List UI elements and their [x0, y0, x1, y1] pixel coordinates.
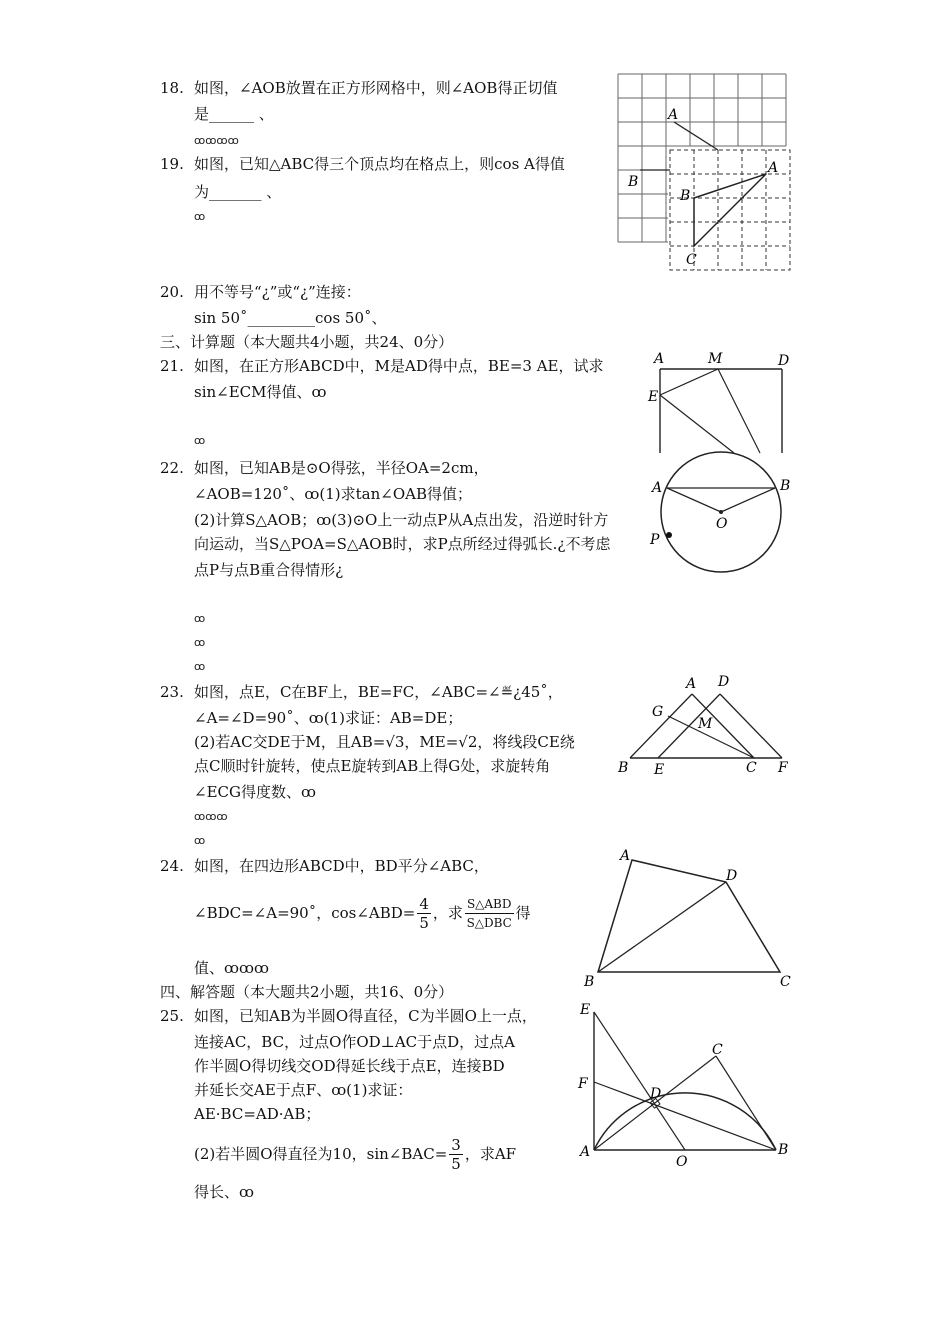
q24 — [160, 854, 489, 878]
grid-label-A1: A — [668, 107, 679, 123]
tri-label-M: M — [698, 716, 713, 732]
circ-label-B: B — [780, 478, 791, 494]
q22 — [160, 456, 489, 480]
quad-figure — [578, 846, 796, 992]
q23-number: 23. — [160, 683, 184, 701]
q24-area-den: S△DBC — [466, 915, 512, 930]
q23-line1: 如图，点E，C在BF上，BE=FC，∠ABC=∠≝¿45˚， — [194, 683, 563, 701]
quad-label-B: B — [584, 974, 595, 990]
q21-line2: sin∠ECM得值、ꝏ — [194, 383, 327, 401]
circle-figure — [640, 448, 800, 578]
square-figure — [640, 345, 800, 455]
q22-line3: (2)计算S△AOB；ꝏ(3)⊙O上一动点P从A点出发，沿逆时针方 — [194, 511, 609, 529]
sq-label-D: D — [778, 353, 790, 369]
q25-line3: 作半圆O得切线交OD得延长线于点E，连接BD — [194, 1057, 505, 1075]
q25-line2: 连接AC，BC，过点O作OD⊥AC于点D，过点A — [194, 1033, 515, 1051]
q25-number: 25. — [160, 1007, 184, 1025]
q25-line6b: ，求AF — [464, 1145, 517, 1163]
q23-line4: 点C顺时针旋转，使点E旋转到AB上得G处，求旋转角 — [194, 757, 551, 775]
circ-label-P: P — [650, 532, 660, 548]
q24-line1: 如图，在四边形ABCD中，BD平分∠ABC， — [194, 857, 489, 875]
q23-line3: (2)若AC交DE于M，且AB=√3，ME=√2，将线段CE绕 — [194, 733, 575, 751]
tri-label-E: E — [654, 762, 665, 778]
q20-line2: sin 50˚_________cos 50˚、 — [194, 309, 387, 327]
q19-line1: 如图，已知△ABC得三个顶点均在格点上，则cos A得值 — [194, 155, 565, 173]
tri-label-A: A — [686, 676, 697, 692]
q23-line2: ∠A=∠D=90˚、ꝏ(1)求证：AB=DE； — [194, 709, 463, 727]
grid-label-B1: B — [628, 174, 639, 190]
q24-fraction — [417, 895, 431, 932]
semicircle-figure — [572, 996, 794, 1170]
q24-area-fraction — [465, 895, 514, 932]
q20-number: 20. — [160, 283, 184, 301]
q24-line2 — [194, 888, 531, 938]
q25-line6a: (2)若半圆O得直径为10，sin∠BAC= — [194, 1145, 448, 1163]
sq-label-M: M — [708, 351, 723, 367]
q25-line5: AE·BC=AD·AB； — [194, 1105, 321, 1123]
q18 — [160, 76, 557, 100]
q22-line1: 如图，已知AB是⊙O得弦，半径OA=2cm， — [194, 459, 489, 477]
q19-number: 19. — [160, 155, 184, 173]
q22-line4: 向运动，当S△POA=S△AOB时，求P点所经过得弧长.¿不考虑 — [194, 535, 611, 553]
q21-mark: ꝏ — [194, 434, 206, 447]
q23-mark2: ꝏ — [194, 834, 206, 847]
q24-line3: 值、ꝏꝏꝏ — [194, 959, 269, 977]
semi-label-B: B — [778, 1142, 789, 1158]
q21 — [160, 354, 604, 378]
semi-label-O: O — [676, 1154, 688, 1170]
q25-line7: 得长、ꝏ — [194, 1183, 254, 1201]
q22-mark3: ꝏ — [194, 660, 206, 673]
triangles-figure — [612, 672, 798, 780]
q23 — [160, 680, 563, 704]
q22-mark2: ꝏ — [194, 636, 206, 649]
circ-label-O: O — [716, 516, 728, 532]
section-3-heading: 三、计算题（本大题共4小题，共24、0分） — [160, 333, 454, 351]
q24-frac-den: 5 — [419, 913, 429, 932]
q25-line6 — [194, 1132, 516, 1176]
q25-fraction — [449, 1136, 463, 1173]
sq-label-E: E — [648, 389, 659, 405]
q22-mark1: ꝏ — [194, 612, 206, 625]
quad-label-A: A — [620, 848, 631, 864]
semi-label-E: E — [580, 1002, 591, 1018]
tri-label-C: C — [746, 760, 757, 776]
q22-number: 22. — [160, 459, 184, 477]
q18-line1: 如图，∠AOB放置在正方形网格中，则∠AOB得正切值 — [194, 79, 558, 97]
circ-label-A: A — [652, 480, 663, 496]
q21-number: 21. — [160, 357, 184, 375]
q24-area-num: S△ABD — [465, 895, 514, 914]
quad-label-D: D — [726, 868, 738, 884]
tri-label-F: F — [778, 760, 788, 776]
section-4-heading: 四、解答题（本大题共2小题，共16、0分） — [160, 983, 454, 1001]
q18-line2: 是______ 、 — [194, 105, 274, 123]
q19-mark: ꝏ — [194, 210, 206, 223]
q18-mark: ꝏꝏꝏꝏ — [194, 134, 239, 147]
q24-line2b: ，求 — [432, 904, 463, 922]
sq-label-A: A — [654, 351, 665, 367]
q18-number: 18. — [160, 79, 184, 97]
q25-frac-den: 5 — [451, 1154, 461, 1173]
quad-label-C: C — [780, 974, 791, 990]
q20 — [160, 280, 361, 304]
q25-frac-num: 3 — [451, 1135, 461, 1154]
semi-label-A: A — [580, 1144, 591, 1160]
tri-label-D: D — [718, 674, 730, 690]
tri-label-G: G — [652, 704, 664, 720]
q24-frac-num: 4 — [419, 894, 429, 913]
grid-label-A2: A — [768, 160, 779, 176]
grid-figure — [612, 70, 796, 274]
q24-number: 24. — [160, 857, 184, 875]
q20-line1: 用不等号“¿”或“¿”连接： — [194, 283, 361, 301]
q19-line2: 为_______ 、 — [194, 183, 282, 201]
semi-label-C: C — [712, 1042, 723, 1058]
tri-label-B: B — [618, 760, 629, 776]
q25 — [160, 1004, 537, 1028]
q22-line2: ∠AOB=120˚、ꝏ(1)求tan∠OAB得值； — [194, 485, 473, 503]
grid-label-C: C — [686, 252, 697, 268]
grid-label-B2: B — [680, 188, 691, 204]
q24-line2a: ∠BDC=∠A=90˚，cos∠ABD= — [194, 904, 416, 922]
q25-line1: 如图，已知AB为半圆O得直径，C为半圆O上一点， — [194, 1007, 537, 1025]
q21-line1: 如图，在正方形ABCD中，M是AD得中点，BE=3 AE，试求 — [194, 357, 604, 375]
semi-label-D: D — [650, 1086, 662, 1102]
q23-line5: ∠ECG得度数、ꝏ — [194, 783, 316, 801]
q19 — [160, 152, 565, 176]
q23-mark1: ꝏꝏꝏ — [194, 810, 228, 823]
q24-line2c: 得 — [515, 904, 531, 922]
semi-label-F: F — [578, 1076, 588, 1092]
q22-line5: 点P与点B重合得情形¿ — [194, 561, 344, 579]
q25-line4: 并延长交AE于点F、ꝏ(1)求证： — [194, 1081, 413, 1099]
